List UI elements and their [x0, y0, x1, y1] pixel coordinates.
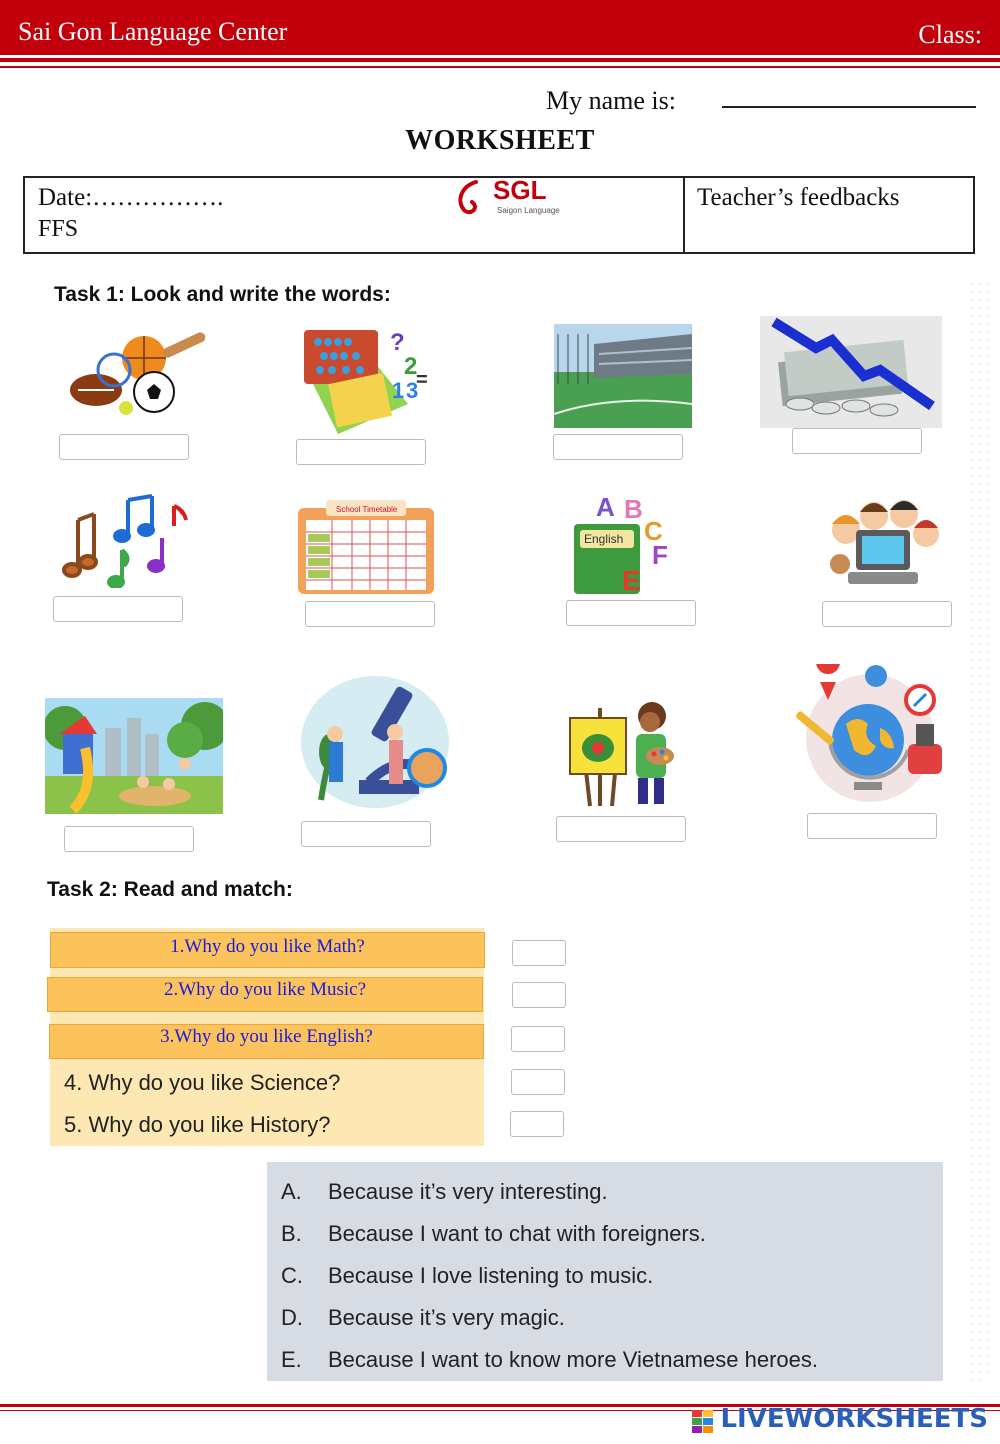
answer-input-6[interactable]	[305, 601, 435, 627]
question-4-text: 4. Why do you like Science?	[64, 1070, 341, 1095]
answer-e-text: Because I want to know more Vietnamese heroes.	[328, 1347, 818, 1372]
question-2-text: 2.Why do you like Music?	[163, 979, 367, 1000]
answer-c-letter: C.	[281, 1263, 303, 1288]
answer-a-letter: A.	[281, 1179, 302, 1204]
svg-text:=: =	[416, 369, 428, 391]
answer-input-4[interactable]	[792, 428, 922, 454]
answer-input-9[interactable]	[64, 826, 194, 852]
music-notes-icon	[62, 494, 190, 588]
answer-input-7[interactable]	[566, 600, 696, 626]
worksheet-title: WORKSHEET	[405, 125, 595, 156]
margin-dots	[968, 280, 988, 1380]
ffs-label: FFS	[38, 216, 79, 242]
svg-text:C: C	[644, 516, 663, 546]
header-divider-thin	[0, 66, 1000, 68]
answer-input-8[interactable]	[822, 601, 952, 627]
logo-subtitle: Saigon Language	[497, 206, 560, 215]
logo-text: SGL	[493, 175, 547, 205]
match-input-2[interactable]	[512, 982, 566, 1008]
header-divider	[0, 58, 1000, 62]
geography-globe-icon	[790, 664, 950, 806]
answer-d-text: Because it’s very magic.	[328, 1305, 565, 1330]
teacher-feedback-label: Teacher’s feedbacks	[697, 184, 900, 211]
answer-input-11[interactable]	[556, 816, 686, 842]
answer-input-5[interactable]	[53, 596, 183, 622]
match-input-1[interactable]	[512, 940, 566, 966]
name-field[interactable]	[722, 106, 976, 108]
svg-text:School Timetable: School Timetable	[336, 505, 398, 514]
playground-icon	[45, 698, 223, 814]
svg-text:English: English	[584, 532, 624, 546]
match-input-3[interactable]	[511, 1026, 565, 1052]
task1-title: Task 1: Look and write the words:	[54, 283, 391, 306]
question-3	[49, 1024, 484, 1059]
question-2	[47, 977, 483, 1012]
svg-text:2: 2	[404, 353, 418, 380]
liveworksheets-logo-icon	[692, 1410, 714, 1434]
sgl-logo-icon	[454, 178, 494, 218]
money-chart-icon	[760, 316, 942, 428]
math-abacus-icon	[298, 314, 438, 438]
answer-input-1[interactable]	[59, 434, 189, 460]
date-label: Date:…………….	[38, 184, 224, 211]
svg-text:?: ?	[390, 329, 405, 356]
sports-balls-icon	[66, 330, 208, 416]
answer-input-12[interactable]	[807, 813, 937, 839]
question-1-text: 1.Why do you like Math?	[170, 936, 365, 957]
timetable-icon	[296, 496, 436, 596]
svg-text:B: B	[624, 494, 643, 524]
answer-input-2[interactable]	[296, 439, 426, 465]
kids-computer-icon	[826, 494, 940, 590]
liveworksheets-brand[interactable]: LIVEWORKSHEETS	[720, 1404, 988, 1434]
answer-input-10[interactable]	[301, 821, 431, 847]
match-input-4[interactable]	[511, 1069, 565, 1095]
svg-text:1: 1	[392, 378, 405, 403]
info-box-divider	[683, 176, 685, 254]
answer-input-3[interactable]	[553, 434, 683, 460]
science-microscope-icon	[299, 672, 459, 812]
name-label: My name is:	[546, 86, 676, 115]
stadium-icon	[554, 324, 692, 428]
question-3-text: 3.Why do you like English?	[160, 1026, 373, 1047]
task2-title: Task 2: Read and match:	[47, 878, 293, 901]
question-1	[50, 932, 485, 968]
match-input-5[interactable]	[510, 1111, 564, 1137]
answer-e-letter: E.	[281, 1347, 302, 1372]
answer-b-text: Because I want to chat with foreigners.	[328, 1221, 706, 1246]
svg-text:E: E	[622, 565, 641, 596]
answer-c-text: Because I love listening to music.	[328, 1263, 654, 1288]
svg-text:F: F	[652, 540, 668, 570]
center-name: Sai Gon Language Center	[18, 17, 288, 46]
english-book-icon	[566, 494, 680, 598]
svg-text:3: 3	[406, 378, 419, 403]
class-label: Class:	[918, 20, 982, 49]
question-5-text: 5. Why do you like History?	[64, 1112, 331, 1137]
art-painter-icon	[566, 698, 680, 810]
answer-a-text: Because it’s very interesting.	[328, 1179, 608, 1204]
answer-b-letter: B.	[281, 1221, 302, 1246]
svg-text:A: A	[596, 494, 615, 522]
answer-d-letter: D.	[281, 1305, 303, 1330]
